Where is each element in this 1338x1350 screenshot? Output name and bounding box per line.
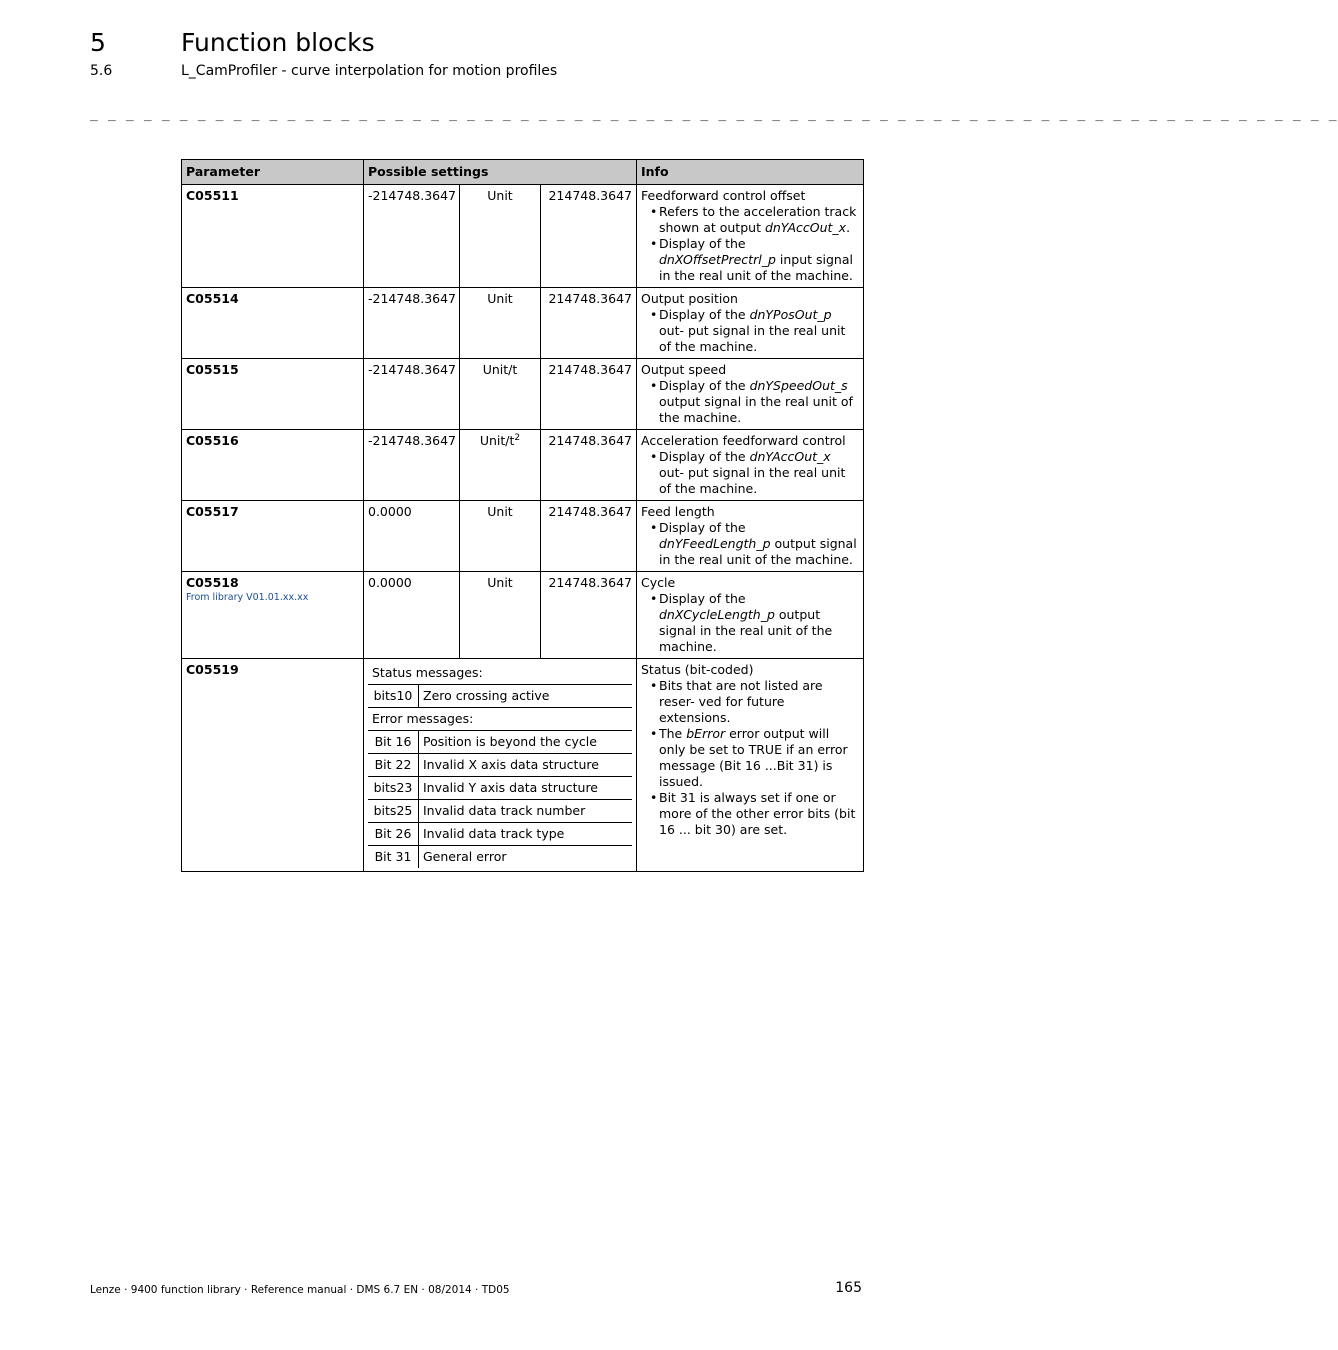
signal-name: dnYFeedLength_p [659, 536, 771, 551]
header-possible-settings: Possible settings [364, 160, 637, 185]
bit-label: bits23 [368, 777, 419, 800]
table-row [182, 288, 864, 359]
info-bullet [641, 378, 859, 426]
min-value: 0.0000 [364, 501, 460, 572]
table-row [182, 659, 864, 872]
bullet-text: Display of the [659, 307, 750, 322]
unit-exponent: 2 [514, 432, 521, 443]
header-divider: _ _ _ _ _ _ _ _ _ _ _ _ _ _ _ _ _ _ _ _ _ _ _ _ _ _ _ _ _ _ _ _ _ _ _ _ _ _ _ _ _ _ _ _ _ _ _ _ _ _ _ _ _ _ _ _ _ _ _ _ _ _ _ _ _ _ _ _ _ _ [90, 107, 1338, 122]
bit-label: bits10 [368, 685, 419, 708]
table-row [182, 572, 864, 659]
unit: Unit [460, 572, 541, 659]
info-title: Status (bit-coded) [641, 662, 754, 677]
section-number: 5.6 [90, 63, 113, 79]
bullet-text: output signal in the real unit of the machine. [659, 394, 853, 425]
status-heading-row [368, 662, 632, 685]
table-row [182, 430, 864, 501]
error-row [368, 823, 632, 846]
signal-name: dnXOffsetPrectrl_p [659, 252, 776, 267]
info-title: Output speed [641, 362, 727, 377]
section-title: L_CamProfiler - curve interpolation for motion profiles [181, 63, 558, 79]
bullet-text: Display of the [659, 591, 746, 606]
bit-label: Bit 26 [368, 823, 419, 846]
info-bullet [641, 591, 859, 655]
bullet-text: output signal in the real unit of the machine. [659, 607, 833, 654]
bit-label: Bit 31 [368, 846, 419, 869]
info-cell [637, 185, 864, 288]
bit-label: bits25 [368, 800, 419, 823]
min-value: -214748.3647 [364, 185, 460, 288]
info-cell [637, 501, 864, 572]
footer-text: Lenze · 9400 function library · Reference manual · DMS 6.7 EN · 08/2014 · TD05 [90, 1284, 510, 1296]
bullet-text: output signal in the real unit of the machine. [659, 536, 857, 567]
header-info: Info [637, 160, 864, 185]
bullet-text: input signal in the real unit of the machine. [659, 252, 853, 283]
unit: Unit/t [460, 359, 541, 430]
bit-description: Invalid data track type [419, 823, 633, 846]
min-value: -214748.3647 [364, 359, 460, 430]
bullet-text: Display of the [659, 449, 750, 464]
signal-name: dnXCycleLength_p [659, 607, 775, 622]
info-bullet [641, 204, 859, 236]
info-title: Feed length [641, 504, 715, 519]
signal-name: dnYAccOut_x [764, 220, 847, 235]
parameter-code: C05519 [182, 659, 364, 872]
bit-description: Invalid data track number [419, 800, 633, 823]
parameter-code: C05514 [182, 288, 364, 359]
info-bullet [641, 307, 859, 355]
info-bullets [641, 378, 859, 426]
table-row [182, 501, 864, 572]
error-heading-row [368, 708, 632, 731]
signal-name: bError [686, 726, 726, 741]
bullet-text: Refers to the acceleration track shown at output [659, 204, 857, 235]
info-bullet [641, 726, 859, 790]
error-row [368, 731, 632, 754]
info-bullets [641, 307, 859, 355]
bullet-text: Display of the [659, 520, 746, 535]
signal-name: dnYSpeedOut_s [749, 378, 848, 393]
parameter-code-cell [182, 572, 364, 659]
error-row [368, 754, 632, 777]
min-value: 0.0000 [364, 572, 460, 659]
info-cell [637, 359, 864, 430]
bit-description: Zero crossing active [419, 685, 633, 708]
parameter-code: C05516 [182, 430, 364, 501]
info-title: Acceleration feedforward control [641, 433, 846, 448]
bit-description: Invalid Y axis data structure [419, 777, 633, 800]
min-value: -214748.3647 [364, 288, 460, 359]
bit-label: Bit 22 [368, 754, 419, 777]
info-bullet [641, 236, 859, 284]
info-cell [637, 572, 864, 659]
info-bullets [641, 204, 859, 284]
error-row [368, 800, 632, 823]
max-value: 214748.3647 [541, 185, 637, 288]
max-value: 214748.3647 [541, 288, 637, 359]
bit-description: Position is beyond the cycle [419, 731, 633, 754]
unit-text: Unit/t [479, 433, 515, 448]
max-value: 214748.3647 [541, 430, 637, 501]
info-cell [637, 430, 864, 501]
chapter-title: Function blocks [181, 28, 375, 57]
error-row [368, 777, 632, 800]
bullet-text: out- put signal in the real unit of the machine. [659, 323, 846, 354]
bit-description: General error [423, 849, 507, 864]
info-title: Feedforward control offset [641, 188, 806, 203]
info-bullets [641, 678, 859, 838]
bullet-text: out- put signal in the real unit of the machine. [659, 465, 846, 496]
error-row [368, 846, 632, 869]
max-value: 214748.3647 [541, 501, 637, 572]
bullet-text: The [659, 726, 687, 741]
info-cell [637, 288, 864, 359]
info-bullets [641, 591, 859, 655]
parameter-code: C05518 [186, 575, 239, 590]
error-heading: Error messages: [368, 708, 632, 731]
unit: Unit [460, 185, 541, 288]
min-value: -214748.3647 [364, 430, 460, 501]
bit-description: Invalid X axis data structure [419, 754, 633, 777]
info-title: Cycle [641, 575, 676, 590]
bullet-text: Display of the [659, 236, 746, 251]
info-bullet [641, 449, 859, 497]
signal-name: dnYAccOut_x [749, 449, 831, 464]
parameter-code: C05517 [182, 501, 364, 572]
info-bullets [641, 449, 859, 497]
bullet-text: error output will only be set to TRUE if an error message (Bit 16 ...Bit 31) is issued. [659, 726, 848, 789]
unit [460, 430, 541, 501]
page-number: 165 [835, 1280, 862, 1296]
info-bullet: • Bits that are not listed are reser- ved for future extensions. [641, 678, 859, 726]
parameter-code: C05515 [182, 359, 364, 430]
bullet-text: . [846, 220, 851, 235]
status-row [368, 685, 632, 708]
status-bits-cell [364, 659, 637, 872]
unit: Unit [460, 288, 541, 359]
table-row [182, 185, 864, 288]
library-version-link[interactable]: From library V01.01.xx.xx [186, 592, 309, 603]
status-bits-table [368, 662, 632, 868]
info-bullets [641, 520, 859, 568]
max-value: 214748.3647 [541, 359, 637, 430]
signal-name: dnYPosOut_p [749, 307, 832, 322]
info-cell [637, 659, 864, 872]
parameter-table [181, 159, 864, 872]
bullet-text: Display of the [659, 378, 750, 393]
table-header-row [182, 160, 864, 185]
table-row [182, 359, 864, 430]
bit-label: Bit 16 [368, 731, 419, 754]
max-value: 214748.3647 [541, 572, 637, 659]
parameter-code: C05511 [182, 185, 364, 288]
status-heading: Status messages: [368, 662, 632, 685]
header-parameter: Parameter [182, 160, 364, 185]
unit: Unit [460, 501, 541, 572]
chapter-number: 5 [90, 28, 106, 57]
info-bullet [641, 520, 859, 568]
info-title: Output position [641, 291, 738, 306]
info-bullet: • Bit 31 is always set if one or more of the other error bits (bit 16 ... bit 30) are set. [641, 790, 859, 838]
